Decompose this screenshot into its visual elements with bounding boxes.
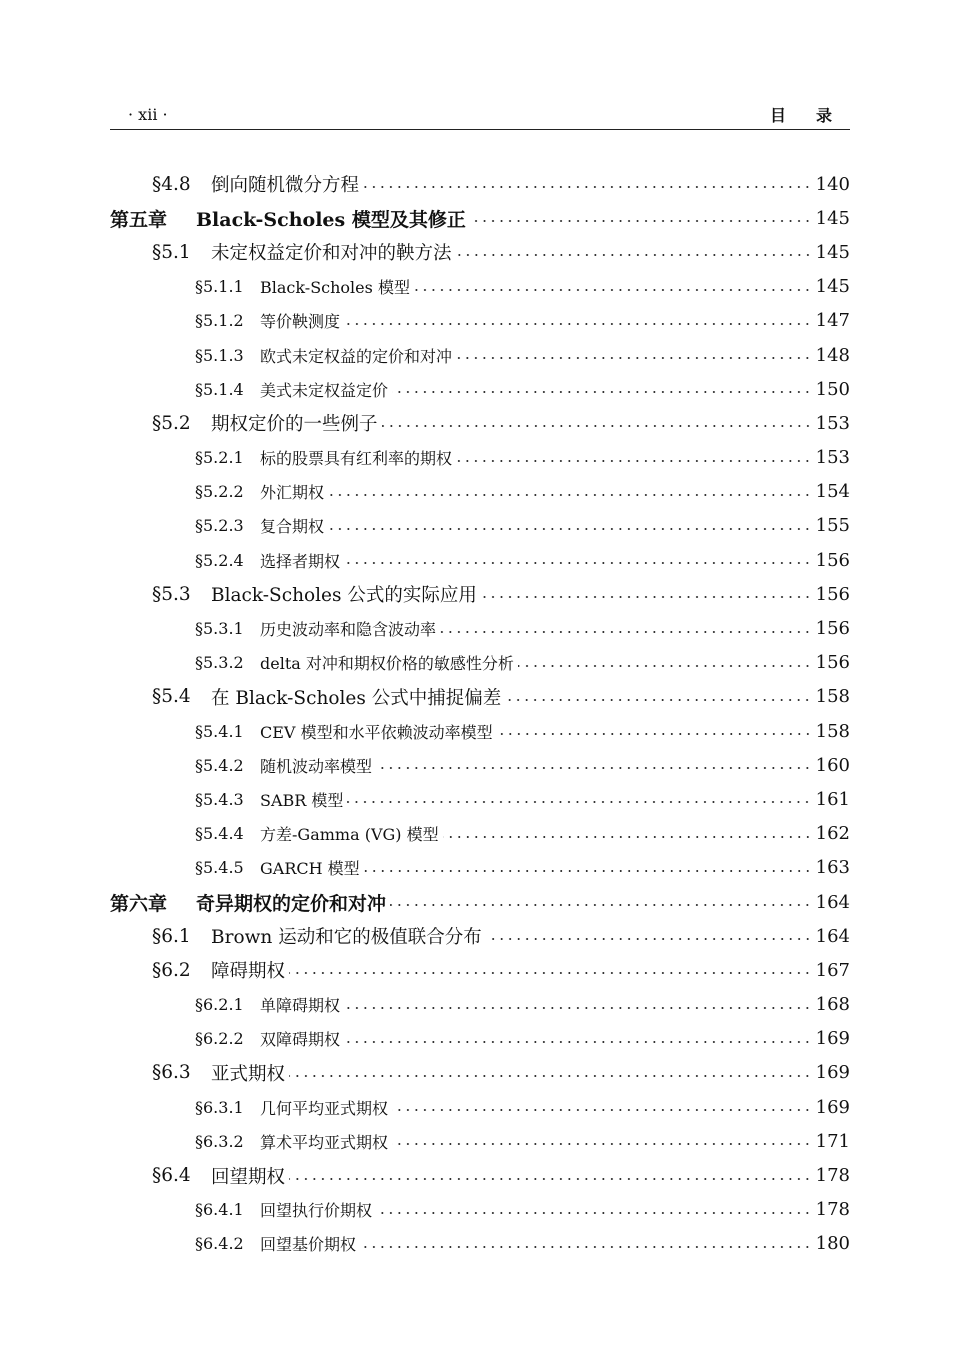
toc-title: 在 Black-Scholes 公式中捕捉偏差 bbox=[211, 687, 502, 709]
toc-page: 180 bbox=[815, 1233, 850, 1255]
leader-dots bbox=[289, 1075, 812, 1077]
toc-title: Black-Scholes 模型及其修正 bbox=[196, 208, 466, 231]
leader-dots bbox=[486, 938, 812, 940]
toc-page: 155 bbox=[815, 515, 850, 537]
toc-page: 145 bbox=[815, 241, 850, 263]
toc-page: 150 bbox=[815, 378, 850, 400]
toc-number: §5.4 bbox=[152, 686, 191, 708]
toc-subsection[interactable] bbox=[110, 646, 850, 680]
toc-section[interactable] bbox=[110, 919, 850, 953]
toc-subsection[interactable] bbox=[110, 304, 850, 338]
toc-title: CEV 模型和水平依赖波动率模型 bbox=[260, 722, 493, 742]
toc-number: §5.2.1 bbox=[195, 448, 244, 468]
leader-dots bbox=[328, 494, 812, 496]
toc-section[interactable] bbox=[110, 1158, 850, 1192]
toc-number: §5.1.2 bbox=[195, 311, 244, 331]
toc-title: 未定权益定价和对冲的鞅方法 bbox=[211, 243, 452, 265]
toc-title: 单障碍期权 bbox=[260, 996, 341, 1016]
toc-subsection[interactable] bbox=[110, 441, 850, 475]
leader-dots bbox=[376, 1212, 812, 1214]
toc-page: 153 bbox=[815, 412, 850, 434]
leader-dots bbox=[414, 289, 812, 291]
toc-page: 178 bbox=[815, 1165, 850, 1187]
toc-title: 双障碍期权 bbox=[260, 1030, 341, 1050]
toc-subsection[interactable] bbox=[110, 1193, 850, 1227]
leader-dots bbox=[376, 767, 812, 769]
toc-chapter[interactable] bbox=[110, 885, 850, 919]
toc-page: 153 bbox=[815, 447, 850, 469]
toc-title: SABR 模型 bbox=[260, 790, 344, 810]
toc-subsection[interactable] bbox=[110, 817, 850, 851]
toc-page: 171 bbox=[815, 1130, 850, 1152]
toc-number: §6.1 bbox=[152, 925, 191, 947]
toc-title: 等价鞅测度 bbox=[260, 312, 341, 332]
toc-subsection[interactable] bbox=[110, 988, 850, 1022]
leader-dots bbox=[364, 870, 812, 872]
toc-page: 156 bbox=[815, 652, 850, 674]
toc-subsection[interactable] bbox=[110, 851, 850, 885]
toc-number: §5.2.2 bbox=[195, 482, 244, 502]
toc-page: 169 bbox=[815, 1028, 850, 1050]
toc-title: 几何平均亚式期权 bbox=[260, 1098, 389, 1118]
toc-title: 历史波动率和隐含波动率 bbox=[260, 620, 437, 640]
toc-number: §5.1.3 bbox=[195, 345, 244, 365]
table-of-contents bbox=[110, 167, 850, 1261]
toc-title: 标的股票具有红利率的期权 bbox=[260, 449, 453, 469]
leader-dots bbox=[360, 1246, 812, 1248]
toc-page: 145 bbox=[815, 276, 850, 298]
toc-number: §4.8 bbox=[152, 173, 191, 195]
toc-title: GARCH 模型 bbox=[260, 859, 360, 879]
toc-title: 障碍期权 bbox=[211, 961, 286, 983]
leader-dots bbox=[518, 665, 812, 667]
toc-number: §6.3.1 bbox=[195, 1097, 244, 1117]
toc-subsection[interactable] bbox=[110, 782, 850, 816]
toc-number: §5.4.3 bbox=[195, 789, 244, 809]
toc-subsection[interactable] bbox=[110, 372, 850, 406]
toc-number: §6.4 bbox=[152, 1165, 191, 1187]
toc-subsection[interactable] bbox=[110, 270, 850, 304]
toc-number: §6.4.2 bbox=[195, 1234, 244, 1254]
toc-subsection[interactable] bbox=[110, 714, 850, 748]
leader-dots bbox=[344, 323, 812, 325]
toc-page: 140 bbox=[815, 173, 850, 195]
toc-title: Black-Scholes 模型 bbox=[260, 278, 410, 298]
toc-title: 奇异期权的定价和对冲 bbox=[196, 892, 387, 915]
toc-page: 168 bbox=[815, 994, 850, 1016]
toc-section[interactable] bbox=[110, 953, 850, 987]
toc-page: 156 bbox=[815, 583, 850, 605]
leader-dots bbox=[456, 460, 812, 462]
toc-page: 163 bbox=[815, 857, 850, 879]
toc-page: 156 bbox=[815, 549, 850, 571]
toc-title: 亚式期权 bbox=[211, 1063, 286, 1085]
leader-dots bbox=[289, 1178, 812, 1180]
toc-number: §5.3 bbox=[152, 583, 191, 605]
leader-dots bbox=[344, 1041, 812, 1043]
toc-section[interactable] bbox=[110, 406, 850, 440]
leader-dots bbox=[363, 186, 812, 188]
toc-number: §6.2.2 bbox=[195, 1029, 244, 1049]
toc-number: 第五章 bbox=[110, 208, 168, 231]
leader-dots bbox=[392, 1109, 812, 1111]
leader-dots bbox=[344, 1007, 812, 1009]
toc-title: 复合期权 bbox=[260, 517, 325, 537]
leader-dots bbox=[456, 357, 812, 359]
toc-number: §5.1.4 bbox=[195, 379, 244, 399]
header-title: 目录 bbox=[769, 106, 862, 125]
toc-page: 158 bbox=[815, 720, 850, 742]
toc-subsection[interactable] bbox=[110, 1227, 850, 1261]
leader-dots bbox=[347, 801, 811, 803]
toc-title: 美式未定权益定价 bbox=[260, 380, 389, 400]
toc-subsection[interactable] bbox=[110, 1022, 850, 1056]
leader-dots bbox=[470, 220, 812, 222]
toc-subsection[interactable] bbox=[110, 748, 850, 782]
toc-number: §5.4.1 bbox=[195, 721, 244, 741]
toc-page: 154 bbox=[815, 481, 850, 503]
toc-subsection[interactable] bbox=[110, 509, 850, 543]
toc-page: 167 bbox=[815, 959, 850, 981]
toc-subsection[interactable] bbox=[110, 1124, 850, 1158]
toc-page: 164 bbox=[815, 925, 850, 947]
toc-number: §5.2.4 bbox=[195, 550, 244, 570]
toc-section[interactable] bbox=[110, 680, 850, 714]
toc-subsection[interactable] bbox=[110, 543, 850, 577]
toc-title: Brown 运动和它的极值联合分布 bbox=[211, 927, 482, 949]
toc-number: §5.1.1 bbox=[195, 277, 244, 297]
toc-number: §5.4.5 bbox=[195, 858, 244, 878]
toc-title: 算术平均亚式期权 bbox=[260, 1132, 389, 1152]
leader-dots bbox=[382, 425, 812, 427]
leader-dots bbox=[505, 699, 811, 701]
toc-number: §5.4.2 bbox=[195, 755, 244, 775]
toc-page: 145 bbox=[815, 207, 850, 229]
toc-title: 选择者期权 bbox=[260, 551, 341, 571]
leader-dots bbox=[440, 631, 812, 633]
toc-page: 147 bbox=[815, 310, 850, 332]
toc-title: 随机波动率模型 bbox=[260, 756, 373, 776]
toc-section[interactable] bbox=[110, 167, 850, 201]
toc-number: §6.2 bbox=[152, 959, 191, 981]
toc-page: 169 bbox=[815, 1062, 850, 1084]
leader-dots bbox=[328, 528, 812, 530]
toc-title: 倒向随机微分方程 bbox=[211, 175, 360, 197]
toc-title: delta 对冲和期权价格的敏感性分析 bbox=[260, 654, 514, 674]
leader-dots bbox=[456, 254, 812, 256]
toc-subsection[interactable] bbox=[110, 338, 850, 372]
toc-section[interactable] bbox=[110, 1056, 850, 1090]
toc-chapter[interactable] bbox=[110, 201, 850, 235]
running-header bbox=[110, 103, 862, 127]
toc-section[interactable] bbox=[110, 235, 850, 269]
header-rule bbox=[110, 129, 850, 130]
toc-subsection[interactable] bbox=[110, 611, 850, 645]
leader-dots bbox=[443, 836, 812, 838]
toc-page: 162 bbox=[815, 823, 850, 845]
toc-title: 期权定价的一些例子 bbox=[211, 414, 378, 436]
toc-number: §5.3.1 bbox=[195, 619, 244, 639]
toc-number: 第六章 bbox=[110, 892, 168, 915]
leader-dots bbox=[392, 1143, 812, 1145]
leader-dots bbox=[390, 904, 812, 906]
toc-subsection[interactable] bbox=[110, 1090, 850, 1124]
toc-title: 欧式未定权益的定价和对冲 bbox=[260, 346, 453, 366]
toc-subsection[interactable] bbox=[110, 475, 850, 509]
toc-page: 164 bbox=[815, 891, 850, 913]
toc-number: §5.1 bbox=[152, 241, 191, 263]
toc-number: §6.3.2 bbox=[195, 1131, 244, 1151]
toc-title: 方差-Gamma (VG) 模型 bbox=[260, 825, 439, 845]
leader-dots bbox=[392, 391, 812, 393]
toc-page: 160 bbox=[815, 754, 850, 776]
toc-number: §5.2 bbox=[152, 412, 191, 434]
toc-page: 156 bbox=[815, 618, 850, 640]
toc-page: 161 bbox=[815, 788, 850, 810]
toc-number: §5.4.4 bbox=[195, 824, 244, 844]
toc-page: 158 bbox=[815, 686, 850, 708]
toc-title: 回望期权 bbox=[211, 1166, 286, 1188]
leader-dots bbox=[481, 596, 812, 598]
leader-dots bbox=[289, 972, 812, 974]
toc-title: 回望执行价期权 bbox=[260, 1201, 373, 1221]
toc-page: 148 bbox=[815, 344, 850, 366]
leader-dots bbox=[497, 733, 812, 735]
toc-number: §6.4.1 bbox=[195, 1200, 244, 1220]
toc-title: 外汇期权 bbox=[260, 483, 325, 503]
toc-number: §6.3 bbox=[152, 1062, 191, 1084]
toc-number: §6.2.1 bbox=[195, 995, 244, 1015]
toc-title: Black-Scholes 公式的实际应用 bbox=[211, 585, 477, 607]
toc-page: 169 bbox=[815, 1096, 850, 1118]
toc-page: 178 bbox=[815, 1199, 850, 1221]
page-number: · xii · bbox=[128, 105, 168, 124]
toc-section[interactable] bbox=[110, 577, 850, 611]
leader-dots bbox=[344, 562, 812, 564]
toc-number: §5.3.2 bbox=[195, 653, 244, 673]
toc-title: 回望基价期权 bbox=[260, 1235, 357, 1255]
toc-number: §5.2.3 bbox=[195, 516, 244, 536]
